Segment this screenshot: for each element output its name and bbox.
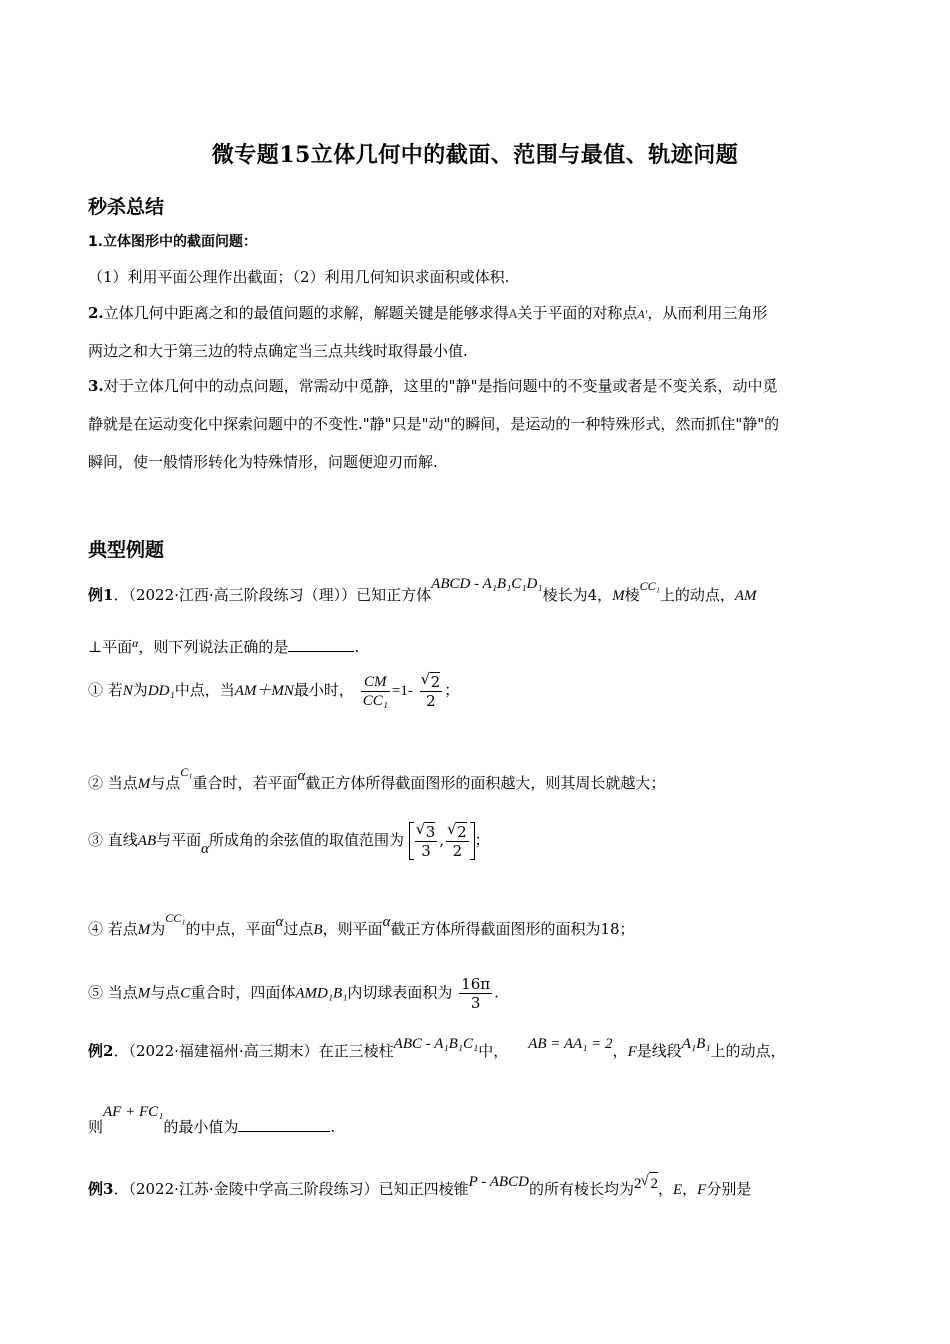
text: 的中点，平面	[185, 920, 276, 938]
math-A-prime: A′	[637, 307, 648, 321]
math-DD1: DD₁	[147, 683, 175, 699]
math-alpha: α	[297, 768, 306, 784]
math-alpha: α	[275, 914, 284, 930]
point-number: 3.	[88, 377, 104, 395]
math-cube: ABCD - A₁B₁C₁D₁	[431, 576, 543, 592]
text: ，	[682, 1180, 698, 1198]
example-label: 例3	[88, 1180, 114, 1198]
fraction-cm-cc1: $\frac{CM}{\text{CC₁}}$	[362, 673, 388, 709]
math-AB: AB	[137, 833, 157, 849]
text: 内切球表面积为	[347, 983, 453, 1002]
math-alpha: α	[132, 636, 139, 650]
summary-point-1-body: （1）利用平面公理作出截面；（2）利用几何知识求面积或体积.	[88, 268, 510, 286]
point-number: 2.	[88, 304, 104, 322]
math-tetrahedron: AMD₁B₁	[295, 985, 348, 1002]
text: 棱	[624, 586, 640, 604]
math-eq: =1-	[391, 683, 413, 699]
page-title: 微专题15立体几何中的截面、范围与最值、轨迹问题	[211, 142, 739, 168]
summary-point-2-line-2: 两边之和大于第三边的特点确定当三点共线时取得最小值.	[88, 342, 468, 360]
example-1-option-5	[88, 975, 499, 1012]
text: 为	[132, 681, 148, 699]
math-C: C	[180, 985, 191, 1002]
text: ④ 若点	[88, 920, 138, 938]
math-C1: C₁	[180, 765, 193, 779]
text: 重合时，四面体	[190, 983, 296, 1002]
summary-point-3-line-1	[88, 375, 777, 397]
math-cc1: CC₁	[639, 579, 660, 593]
math-M: M	[137, 985, 151, 1002]
text: 与点	[150, 983, 181, 1002]
example-2-line-2: 则AF + FC₁的最小值为 .	[88, 1104, 336, 1136]
math-expression: AF + FC₁	[103, 1104, 164, 1120]
text: ，	[612, 1042, 628, 1060]
text: ② 当点	[88, 774, 138, 792]
math-F: F	[627, 1044, 637, 1060]
math-alpha: α	[382, 914, 391, 930]
text: 截正方体所得截面图形的面积越大，则其周长就越大；	[305, 774, 666, 792]
summary-point-3-line-3: 瞬间，使一般情形转化为特殊情形，问题便迎刃而解.	[88, 453, 438, 471]
math-AM-plus-MN: AM＋MN	[234, 683, 294, 699]
math-M: M	[137, 922, 151, 938]
examples-heading: 典型例题	[88, 539, 165, 561]
answer-blank[interactable]	[288, 637, 354, 652]
fraction-16pi-over-3: $\frac{16\pi}{3}$	[461, 975, 491, 1012]
text: ．（2022·福建福州·高三期末）在正三棱柱	[113, 1042, 394, 1060]
math-M: M	[612, 588, 625, 604]
math-segment: A₁B₁	[681, 1036, 711, 1052]
example-1-option-1	[88, 672, 459, 710]
text: 所成角的余弦值的取值范围为	[209, 831, 405, 849]
text: ；	[444, 681, 460, 699]
math-A: A	[508, 307, 518, 321]
text: 为	[150, 920, 166, 938]
text: 上的动点，	[710, 1042, 786, 1060]
example-1-option-2	[88, 765, 666, 795]
example-2-line-1	[88, 1036, 786, 1063]
text: 与平面	[156, 831, 202, 849]
text: ；	[474, 831, 490, 849]
text: ．（2022·江西·高三阶段练习（理））已知正方体	[113, 586, 432, 604]
text: 立体几何中距离之和的最值问题的求解，解题关键是能够求得	[103, 304, 509, 322]
math-E: E	[672, 1182, 683, 1198]
text: 截正方体所得截面图形的面积为18；	[390, 920, 635, 938]
text: 中，	[478, 1042, 509, 1060]
example-1-line-2: ⊥平面$^\alpha$，则下列说法正确的是 .	[88, 636, 360, 656]
math-B: B	[313, 922, 323, 938]
text: ，则下列说法正确的是	[138, 638, 289, 656]
fraction-sqrt2-over-2: √ $\frac{2}{2}$	[420, 672, 443, 710]
text: ．（2022·江苏·金陵中学高三阶段练习）已知正四棱锥	[113, 1180, 469, 1198]
interval-bracket: √ $\frac{3}{3}$ , √ $\frac{2}{2}$	[409, 822, 475, 860]
text: ⊥平面	[88, 638, 133, 656]
text: ① 若	[88, 681, 123, 699]
answer-blank[interactable]	[238, 1117, 330, 1132]
text: 最小时，	[293, 681, 354, 699]
math-F: F	[697, 1182, 707, 1198]
math-equation: AB = AA₁ = 2	[528, 1036, 613, 1052]
text: ③ 直线	[88, 831, 138, 849]
summary-heading: 秒杀总结	[88, 196, 165, 218]
example-1-line-1	[88, 576, 757, 607]
math-alpha: α	[201, 841, 209, 857]
text: 上的动点，	[659, 586, 735, 604]
text: ⑤ 当点	[88, 983, 138, 1002]
text: 分别是	[706, 1180, 752, 1198]
math-edge-length: 2√ 2	[634, 1176, 658, 1192]
text: ，从而利用三角形	[647, 304, 768, 322]
summary-point-3-line-2: 静就是在运动变化中探索问题中的不变性."静"只是"动"的瞬间，是运动的一种特殊形式，然而抓住"静"的	[88, 415, 780, 433]
math-prism: ABC - A₁B₁C₁	[393, 1036, 479, 1052]
math-N: N	[122, 683, 133, 699]
text: 则	[88, 1118, 104, 1136]
example-1-option-4	[88, 911, 635, 941]
math-cc1: CC₁	[165, 911, 186, 925]
text: 与点	[150, 774, 181, 792]
text: 中点，当	[174, 681, 235, 699]
example-label: 例2	[88, 1042, 114, 1060]
fraction-sqrt2-over-2: √ $\frac{2}{2}$	[446, 822, 469, 860]
text: ，则平面	[322, 920, 383, 938]
example-label: 例1	[88, 586, 114, 604]
text: 重合时，若平面	[192, 774, 298, 792]
math-M: M	[137, 776, 151, 792]
text: 的所有棱长均为	[528, 1180, 634, 1198]
text: 的最小值为	[163, 1118, 239, 1136]
text: ，	[657, 1180, 673, 1198]
fraction-sqrt3-over-3: √ $\frac{3}{3}$	[415, 822, 438, 860]
summary-point-1-label: 1.立体图形中的截面问题：	[88, 234, 258, 250]
text: 关于平面的对称点	[517, 304, 638, 322]
math-AM: AM	[734, 588, 757, 604]
text: .	[494, 983, 499, 1002]
text: 过点	[283, 920, 314, 938]
text: 是线段	[636, 1042, 682, 1060]
example-1-option-3	[88, 822, 490, 860]
text: 棱长为4，	[542, 586, 613, 604]
text: 对于立体几何中的动点问题，常需动中觅静，这里的"静"是指问题中的不变量或者是不变关系，动中觅	[103, 377, 778, 395]
math-pyramid: P - ABCD	[468, 1174, 529, 1190]
example-3-line-1	[88, 1174, 752, 1201]
summary-point-2-line-1	[88, 302, 767, 325]
